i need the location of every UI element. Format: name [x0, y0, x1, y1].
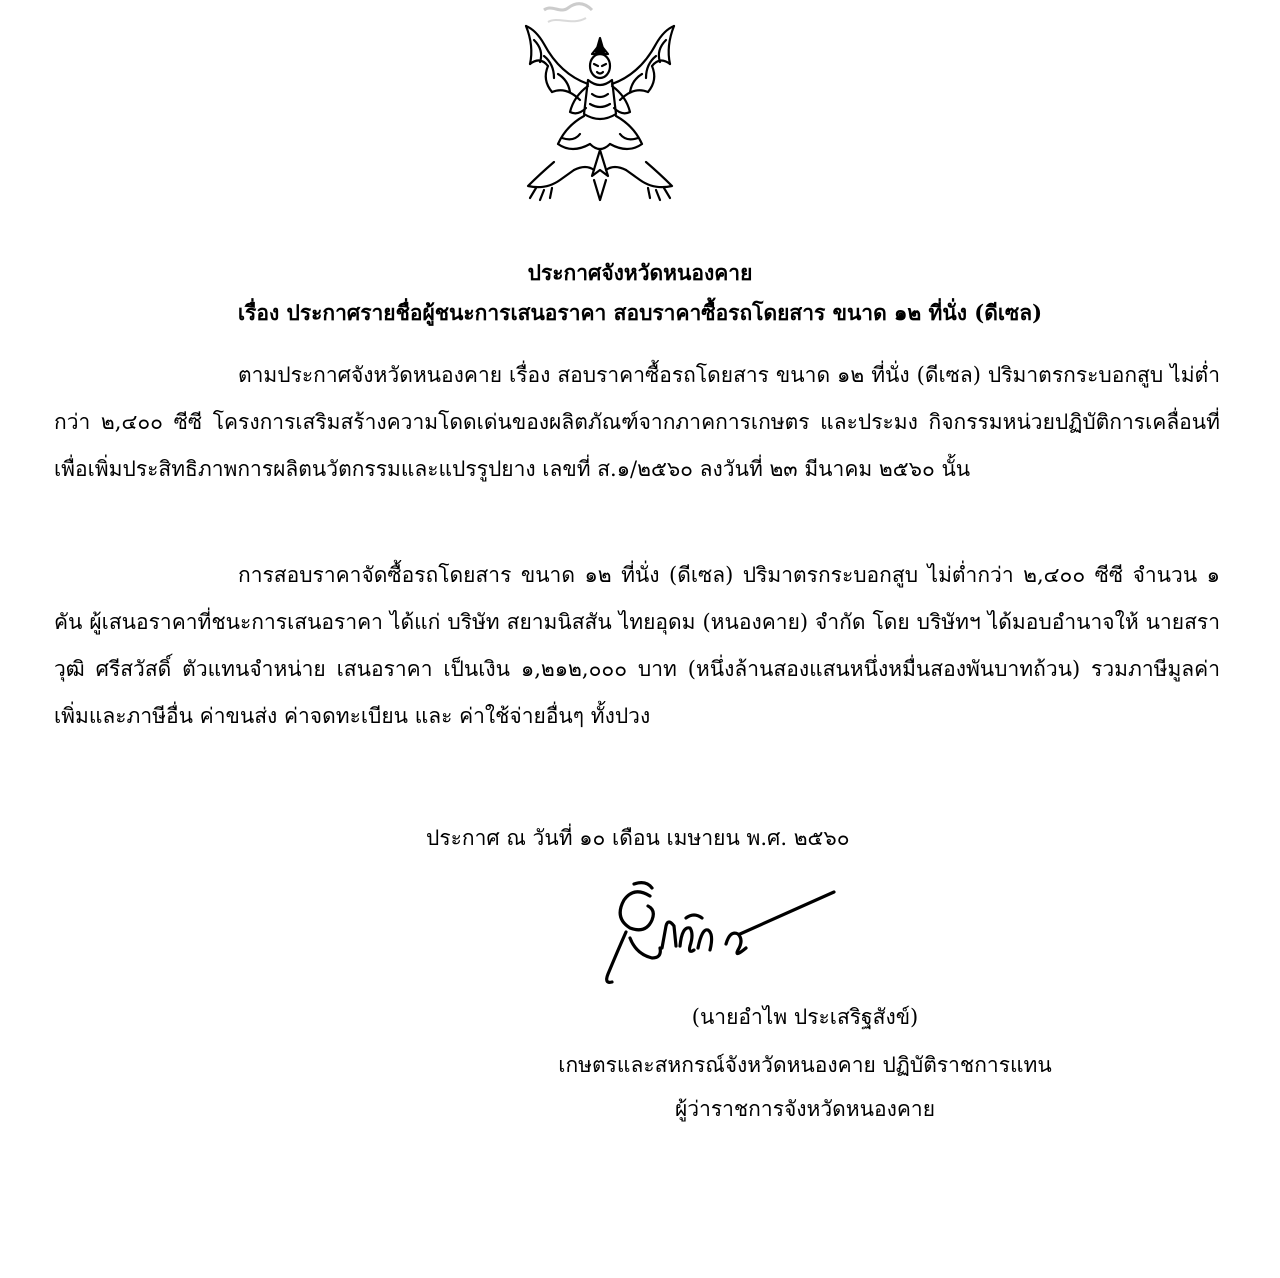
body-paragraph-2: การสอบราคาจัดซื้อรถโดยสาร ขนาด ๑๒ ที่นั่ง (ดีเซล) ปริมาตรกระบอกสูบ ไม่ต่ำกว่า ๒,๔๐๐ ซีซี จำนวน ๑ คัน ผู้เสนอราคาที่ชนะการเสนอราคา ได้แก่ บริษัท สยามนิสสัน ไทยอุดม (หนองคาย) จำกัด โดย บริษัทฯ ได้มอบอำนาจให้ นายสราวุฒิ ศรีสวัสดิ์ ตัวแทนจำหน่าย เสนอราคา เป็นเงิน ๑,๒๑๒,๐๐๐ บาท (หนึ่งล้านสองแสนหนึ่งหมื่นสองพันบาทถ้วน) รวมภาษีมูลค่าเพิ่มและภาษีอื่น ค่าขนส่ง ค่าจดทะเบียน และ ค่าใช้จ่ายอื่นๆ ทั้งปวง — [54, 563, 1220, 728]
handwritten-signature — [590, 874, 840, 994]
garuda-emblem-icon — [500, 4, 700, 208]
announcement-title: ประกาศจังหวัดหนองคาย — [527, 260, 753, 285]
signer-name: (นายอำไพ ประเสริฐสังข์) — [691, 1005, 919, 1029]
announcement-dateline: ประกาศ ณ วันที่ ๑๐ เดือน เมษายน พ.ศ. ๒๕๖๐ — [426, 826, 850, 850]
announcement-subject: เรื่อง ประกาศรายชื่อผู้ชนะการเสนอราคา สอบราคาซื้อรถโดยสาร ขนาด ๑๒ ที่นั่ง (ดีเซล) — [237, 300, 1043, 325]
body-paragraph-1: ตามประกาศจังหวัดหนองคาย เรื่อง สอบราคาซื้อรถโดยสาร ขนาด ๑๒ ที่นั่ง (ดีเซล) ปริมาตรกระบอกสูบ ไม่ต่ำกว่า ๒,๔๐๐ ซีซี โครงการเสริมสร้างความโดดเด่นของผลิตภัณฑ์จากภาคการเกษตร และประมง กิจกรรมหน่วยปฏิบัติการเคลื่อนที่เพื่อเพิ่มประสิทธิภาพการผลิตนวัตกรรมและแปรรูปยาง เลขที่ ส.๑/๒๕๖๐ ลงวันที่ ๒๓ มีนาคม ๒๕๖๐ นั้น — [54, 363, 1220, 481]
signer-position: เกษตรและสหกรณ์จังหวัดหนองคาย ปฏิบัติราชการแทน — [558, 1053, 1052, 1077]
signer-position-governor: ผู้ว่าราชการจังหวัดหนองคาย — [674, 1097, 936, 1121]
